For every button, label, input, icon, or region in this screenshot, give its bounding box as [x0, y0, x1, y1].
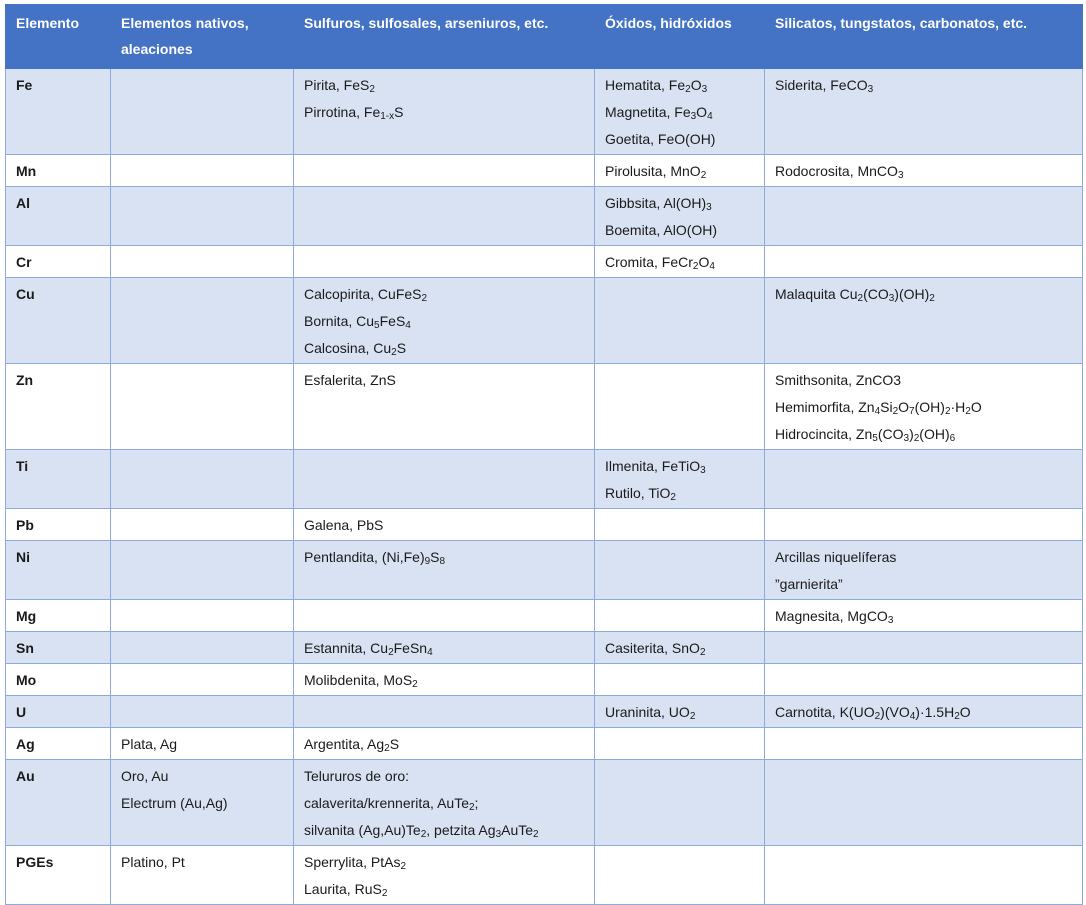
silicates-cell: [765, 278, 1083, 364]
mineral-entry: Laurita, RuS$_2$: [304, 881, 388, 899]
native-elements-cell: [111, 632, 294, 664]
table-row: [6, 187, 1083, 246]
mineral-entry: Malaquita $Cu_2(CO_3)(OH)_2$: [775, 286, 935, 304]
element-cell: Pb: [6, 509, 111, 541]
table-row: [6, 728, 1083, 760]
sulfides-cell: [294, 509, 595, 541]
element-cell: Ag: [6, 728, 111, 760]
native-elements-cell: [111, 696, 294, 728]
native-elements-cell: [111, 846, 294, 905]
mineral-entry: Siderita, FeCO$_3$: [775, 77, 874, 95]
oxides-cell: [595, 509, 765, 541]
silicates-cell: [765, 632, 1083, 664]
silicates-cell: [765, 600, 1083, 632]
mineral-entry: Cromita, $FeCr_2O_4$: [605, 254, 715, 272]
silicates-cell: [765, 509, 1083, 541]
sulfides-cell: [294, 846, 595, 905]
oxides-cell: [595, 69, 765, 155]
mineral-entry: calaverita/krennerita, AuTe$_2$;: [304, 795, 479, 813]
silicates-cell: [765, 541, 1083, 600]
table-row: [6, 509, 1083, 541]
oxides-cell: [595, 760, 765, 846]
sulfides-cell: [294, 600, 595, 632]
mineral-entry: Platino, Pt: [121, 854, 185, 870]
mineral-entry: Hematita, $Fe_2O_3$: [605, 77, 708, 95]
mineral-entry: Molibdenita, MoS$_2$: [304, 672, 418, 690]
silicates-cell: [765, 696, 1083, 728]
element-cell: Fe: [6, 69, 111, 155]
silicates-cell: [765, 155, 1083, 187]
native-elements-cell: [111, 450, 294, 509]
minerals-table: [5, 4, 1083, 905]
element-cell: Mo: [6, 664, 111, 696]
native-elements-cell: [111, 541, 294, 600]
native-elements-cell: [111, 664, 294, 696]
element-cell: Ti: [6, 450, 111, 509]
table-row: [6, 278, 1083, 364]
mineral-entry: Rodocrosita, MnCO$_3$: [775, 163, 904, 181]
sulfides-cell: [294, 187, 595, 246]
native-elements-cell: [111, 760, 294, 846]
table-row: [6, 541, 1083, 600]
sulfides-cell: [294, 664, 595, 696]
mineral-entry: Hemimorfita, $Zn_4Si_2O_7(OH)_2\cdot H_2O$: [775, 399, 982, 417]
mineral-entry: Electrum (Au,Ag): [121, 795, 228, 811]
silicates-cell: [765, 846, 1083, 905]
mineral-entry: Pentlandita, $(Ni,Fe)_9S_8$: [304, 549, 446, 567]
oxides-cell: [595, 728, 765, 760]
oxides-cell: [595, 632, 765, 664]
oxides-cell: [595, 846, 765, 905]
mineral-entry: Casiterita, SnO$_2$: [605, 640, 706, 658]
sulfides-cell: [294, 632, 595, 664]
sulfides-cell: [294, 364, 595, 450]
table-row: [6, 846, 1083, 905]
table-row: [6, 246, 1083, 278]
header-silicates: Silicatos, tungstatos, carbonatos, etc.: [765, 5, 1083, 69]
sulfides-cell: [294, 246, 595, 278]
element-cell: Cu: [6, 278, 111, 364]
element-cell: Mg: [6, 600, 111, 632]
silicates-cell: [765, 187, 1083, 246]
mineral-entry: Boemita, AlO(OH): [605, 222, 718, 238]
mineral-entry: Pirita, FeS$_2$: [304, 77, 375, 95]
element-cell: Mn: [6, 155, 111, 187]
mineral-entry: Magnesita, MgCO$_3$: [775, 608, 894, 626]
element-cell: Sn: [6, 632, 111, 664]
sulfides-cell: [294, 728, 595, 760]
sulfides-cell: [294, 696, 595, 728]
table-row: [6, 664, 1083, 696]
header-row: [6, 5, 1083, 69]
element-cell: Zn: [6, 364, 111, 450]
oxides-cell: [595, 187, 765, 246]
table-row: [6, 364, 1083, 450]
header-element: Elemento: [6, 5, 111, 69]
element-cell: Al: [6, 187, 111, 246]
silicates-cell: [765, 364, 1083, 450]
mineral-entry: Rutilo, TiO$_2$: [605, 485, 676, 503]
mineral-entry: Oro, Au: [121, 768, 169, 784]
silicates-cell: [765, 450, 1083, 509]
element-cell: PGEs: [6, 846, 111, 905]
oxides-cell: [595, 246, 765, 278]
mineral-entry: Argentita, $Ag_2S$: [304, 736, 400, 754]
element-cell: Cr: [6, 246, 111, 278]
silicates-cell: [765, 246, 1083, 278]
oxides-cell: [595, 696, 765, 728]
oxides-cell: [595, 450, 765, 509]
element-cell: Au: [6, 760, 111, 846]
mineral-entry: Calcosina, $Cu_2S$: [304, 340, 407, 358]
native-elements-cell: [111, 69, 294, 155]
native-elements-cell: [111, 509, 294, 541]
sulfides-cell: [294, 760, 595, 846]
native-elements-cell: [111, 155, 294, 187]
mineral-entry: silvanita $(Ag,Au)Te_2$, petzita $Ag_3AuTe_2$: [304, 822, 539, 840]
mineral-entry: Hidrocincita, $Zn_5(CO_3)_2(OH)_6$: [775, 426, 956, 444]
native-elements-cell: [111, 364, 294, 450]
mineral-entry: Pirrotina, $Fe_{1-x}S$: [304, 104, 404, 122]
mineral-entry: Bornita, $Cu_5FeS_4$: [304, 313, 411, 331]
mineral-entry: Uraninita, $UO_2$: [605, 704, 696, 722]
silicates-cell: [765, 728, 1083, 760]
header-oxides: Óxidos, hidróxidos: [595, 5, 765, 69]
table-container: [5, 4, 1083, 905]
mineral-entry: Plata, Ag: [121, 736, 178, 752]
mineral-entry: Ilmenita, FeTiO$_3$: [605, 458, 706, 476]
native-elements-cell: [111, 728, 294, 760]
mineral-entry: Esfalerita, ZnS: [304, 372, 396, 388]
mineral-entry: Calcopirita, CuFeS$_2$: [304, 286, 428, 304]
oxides-cell: [595, 600, 765, 632]
oxides-cell: [595, 664, 765, 696]
oxides-cell: [595, 278, 765, 364]
silicates-cell: [765, 664, 1083, 696]
mineral-entry: Arcillas niquelíferas: [775, 549, 897, 565]
sulfides-cell: [294, 541, 595, 600]
silicates-cell: [765, 69, 1083, 155]
mineral-entry: Carnotita, $K(UO_2)(VO_4)\cdot 1.5H_2O$: [775, 704, 971, 722]
sulfides-cell: [294, 450, 595, 509]
mineral-entry: Estannita, $Cu_2FeSn_4$: [304, 640, 433, 658]
header-native-elements: Elementos nativos, aleaciones: [111, 5, 294, 69]
table-row: [6, 696, 1083, 728]
native-elements-cell: [111, 187, 294, 246]
sulfides-cell: [294, 69, 595, 155]
header-sulfides: Sulfuros, sulfosales, arseniuros, etc.: [294, 5, 595, 69]
element-cell: U: [6, 696, 111, 728]
table-row: [6, 69, 1083, 155]
element-cell: Ni: [6, 541, 111, 600]
table-row: [6, 600, 1083, 632]
native-elements-cell: [111, 600, 294, 632]
table-row: [6, 632, 1083, 664]
oxides-cell: [595, 155, 765, 187]
native-elements-cell: [111, 246, 294, 278]
silicates-cell: [765, 760, 1083, 846]
mineral-entry: Galena, PbS: [304, 517, 384, 533]
table-row: [6, 450, 1083, 509]
sulfides-cell: [294, 155, 595, 187]
mineral-entry: ”garnierita”: [775, 576, 843, 592]
table-body: [6, 69, 1083, 905]
table-row: [6, 155, 1083, 187]
mineral-entry: Gibbsita, $Al(OH)_3$: [605, 195, 712, 213]
table-row: [6, 760, 1083, 846]
mineral-entry: Smithsonita, ZnCO3: [775, 372, 902, 388]
oxides-cell: [595, 364, 765, 450]
sulfides-cell: [294, 278, 595, 364]
mineral-entry: Pirolusita, MnO$_2$: [605, 163, 707, 181]
oxides-cell: [595, 541, 765, 600]
mineral-entry: Magnetita, $Fe_3O_4$: [605, 104, 713, 122]
mineral-entry: Goetita, FeO(OH): [605, 131, 716, 147]
native-elements-cell: [111, 278, 294, 364]
mineral-entry: Telururos de oro:: [304, 768, 410, 784]
mineral-entry: Sperrylita, PtAs$_2$: [304, 854, 407, 872]
